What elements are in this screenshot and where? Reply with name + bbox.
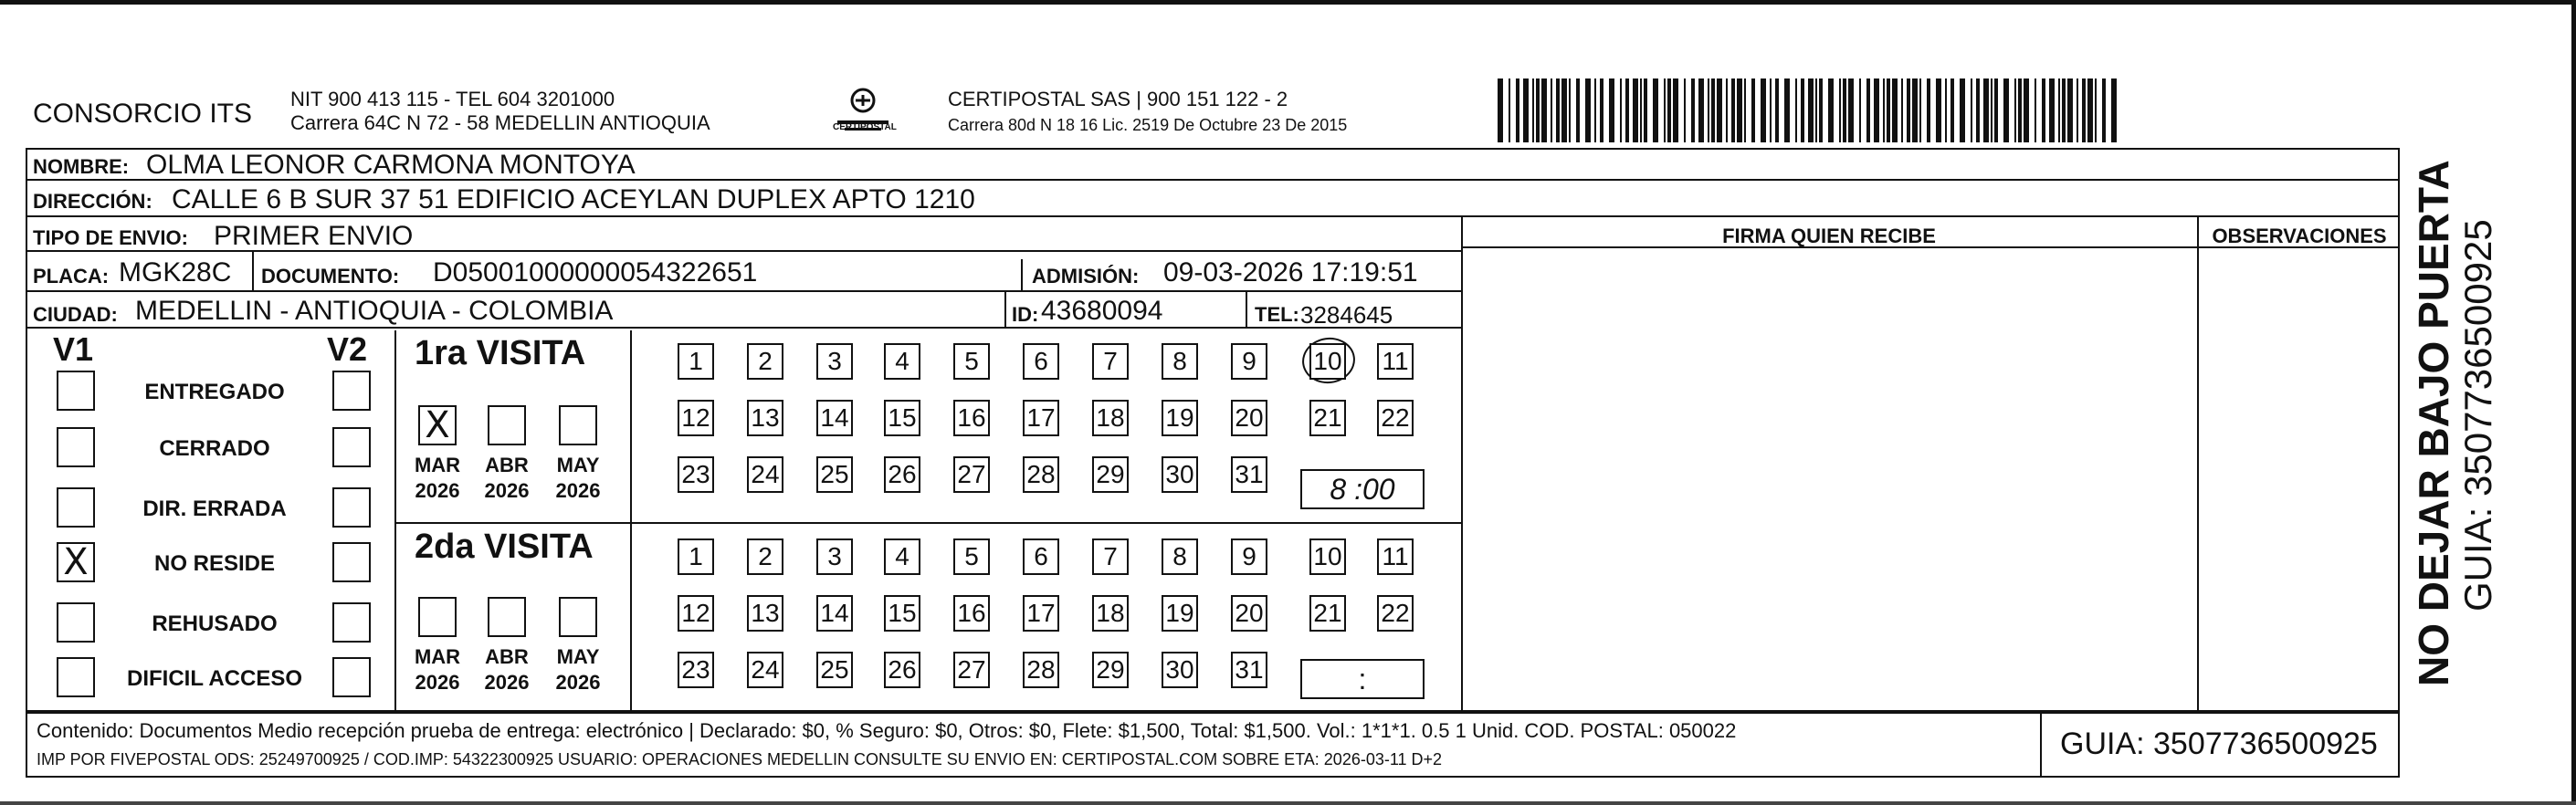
status-label: DIR. ERRADA [142, 497, 287, 521]
visit2-day-box[interactable]: 15 [884, 595, 920, 632]
barcode-bar [1532, 78, 1534, 142]
barcode-bar [1839, 78, 1841, 142]
visit1-day-box[interactable]: 16 [953, 400, 990, 436]
visit2-month-checkbox[interactable] [488, 597, 526, 637]
barcode-bar [1576, 78, 1580, 142]
visit2-day-box[interactable]: 8 [1162, 538, 1198, 575]
visit2-day-box[interactable]: 4 [884, 538, 920, 575]
visit2-month-checkbox[interactable] [559, 597, 597, 637]
visit2-day-box[interactable]: 16 [953, 595, 990, 632]
visit2-day-box[interactable]: 29 [1092, 652, 1129, 688]
barcode [1498, 78, 2128, 142]
barcode-bar [1784, 78, 1790, 142]
observaciones-area[interactable] [2201, 250, 2398, 712]
barcode-bar [2067, 78, 2073, 142]
visit1-day-box[interactable]: 29 [1092, 456, 1129, 493]
barcode-bar [1971, 78, 1972, 142]
visit1-day-box[interactable]: 9 [1231, 343, 1267, 380]
barcode-bar [2058, 78, 2060, 142]
barcode-bar [1509, 78, 1510, 142]
v2-checkbox[interactable] [332, 487, 371, 528]
barcode-bar [1625, 78, 1629, 142]
barcode-bar [1536, 78, 1540, 142]
visit2-day-box[interactable]: 18 [1092, 595, 1129, 632]
visit2-month-year: 2026 [555, 671, 601, 694]
visit1-day-box[interactable]: 30 [1162, 456, 1198, 493]
tipo-row [26, 217, 1461, 252]
company-nit: NIT 900 413 115 - TEL 604 3201000 [290, 88, 615, 110]
visit1-day-box[interactable]: 31 [1231, 456, 1267, 493]
placa-row [26, 252, 1461, 292]
v1-checkbox[interactable]: X [57, 542, 95, 582]
logo-text: CERTIPOSTAL [833, 122, 897, 132]
ciudad-value: MEDELLIN - ANTIOQUIA - COLOMBIA [135, 296, 614, 326]
divider [2040, 712, 2042, 778]
visit1-day-box[interactable]: 8 [1162, 343, 1198, 380]
id-label: ID: [1012, 303, 1039, 326]
visit2-day-box[interactable]: 14 [816, 595, 853, 632]
visit2-day-box[interactable]: 28 [1023, 652, 1059, 688]
barcode-bar [1901, 78, 1903, 142]
v2-checkbox[interactable] [332, 542, 371, 582]
side-guia: GUIA: 3507736500925 [2456, 219, 2499, 612]
status-label: DIFICIL ACCESO [126, 666, 302, 691]
visit2-day-box[interactable]: 2 [747, 538, 783, 575]
v2-heading: V2 [327, 330, 368, 368]
status-label: ENTREGADO [144, 380, 285, 404]
barcode-bar [1927, 78, 1930, 142]
barcode-bar [1775, 78, 1779, 142]
visit1-day-box[interactable]: 12 [678, 400, 714, 436]
visit2-day-box[interactable]: 1 [678, 538, 714, 575]
visit1-month-year: 2026 [555, 479, 601, 502]
visit2-day-box[interactable]: 5 [953, 538, 990, 575]
barcode-bar [2111, 78, 2117, 142]
barcode-bar [1751, 78, 1755, 142]
barcode-bar [1708, 78, 1709, 142]
visit2-day-box[interactable]: 12 [678, 595, 714, 632]
side-title: NO DEJAR BAJO PUERTA [2410, 160, 2457, 686]
observaciones-label: OBSERVACIONES [2212, 225, 2387, 247]
barcode-bar [1541, 78, 1547, 142]
barcode-bar [1919, 78, 1921, 142]
divider [1004, 292, 1006, 327]
visit1-day-box[interactable]: 25 [816, 456, 853, 493]
visit2-month-label: MAR [414, 645, 461, 668]
visit2-day-box[interactable]: 19 [1162, 595, 1198, 632]
visit2-day-box[interactable]: 17 [1023, 595, 1059, 632]
visit1-month-checkbox[interactable] [488, 405, 526, 445]
barcode-bar [1698, 78, 1704, 142]
visit2-day-box[interactable]: 21 [1309, 595, 1346, 632]
visit1-day-box[interactable]: 7 [1092, 343, 1129, 380]
divider [2197, 217, 2199, 714]
barcode-bar [1717, 78, 1722, 142]
visit2-day-box[interactable]: 27 [953, 652, 990, 688]
visit1-day-box[interactable]: 20 [1231, 400, 1267, 436]
visit1-day-box[interactable]: 1 [678, 343, 714, 380]
direccion-label: DIRECCIÓN: [33, 190, 152, 213]
barcode-bar [1907, 78, 1910, 142]
v1-checkbox[interactable] [57, 487, 95, 528]
visit2-day-box[interactable]: 31 [1231, 652, 1267, 688]
v1-checkbox[interactable] [57, 602, 95, 643]
visit1-day-box[interactable]: 13 [747, 400, 783, 436]
v2-checkbox[interactable] [332, 657, 371, 697]
v2-checkbox[interactable] [332, 602, 371, 643]
company-name: CONSORCIO ITS [33, 99, 253, 129]
visit1-day-box[interactable]: 18 [1092, 400, 1129, 436]
barcode-bar [1737, 78, 1742, 142]
company-address: Carrera 64C N 72 - 58 MEDELLIN ANTIOQUIA [290, 111, 710, 134]
barcode-bar [2062, 78, 2066, 142]
barcode-bar [1640, 78, 1642, 142]
visit2-month-label: MAY [556, 645, 600, 668]
barcode-bar [2102, 78, 2106, 142]
v1-checkbox[interactable] [57, 427, 95, 467]
status-label: NO RESIDE [153, 551, 276, 576]
visit2-month-label: ABR [485, 645, 529, 668]
v1-checkbox[interactable] [57, 371, 95, 411]
visit2-day-box[interactable]: 6 [1023, 538, 1059, 575]
visit1-day-box[interactable]: 3 [816, 343, 853, 380]
visit2-day-box[interactable]: 9 [1231, 538, 1267, 575]
visit2-day-box[interactable]: 11 [1377, 538, 1414, 575]
status-label: REHUSADO [152, 612, 278, 636]
divider [1246, 292, 1247, 327]
barcode-bar [1523, 78, 1529, 142]
visit2-title: 2da VISITA [415, 528, 594, 566]
divider [394, 522, 1461, 524]
visit1-day-box[interactable]: 11 [1377, 343, 1414, 380]
barcode-bar [1585, 78, 1591, 142]
visit1-day-box[interactable]: 5 [953, 343, 990, 380]
visit1-title: 1ra VISITA [415, 334, 586, 372]
barcode-bar [1609, 78, 1614, 142]
barcode-bar [2035, 78, 2036, 142]
barcode-bar [1644, 78, 1647, 142]
footer-line2: IMP POR FIVEPOSTAL ODS: 25249700925 / COD.IMP: 54322300925 USUARIO: OPERACIONES MEDELLIN CONSULTE SU ENVIO EN: CERTIPOSTAL.COM SOBRE ETA: 2026-03-11 D+2 [37, 750, 1443, 768]
placa-value: MGK28C [119, 257, 232, 288]
visit1-day-box[interactable]: 26 [884, 456, 920, 493]
barcode-bar [1994, 78, 1998, 142]
barcode-bar [1859, 78, 1861, 142]
visit2-time[interactable]: : [1300, 659, 1425, 699]
barcode-bar [1761, 78, 1766, 142]
visit1-day-box[interactable]: 2 [747, 343, 783, 380]
barcode-bar [1795, 78, 1797, 142]
barcode-bar [1976, 78, 1980, 142]
barcode-bar [1960, 78, 1965, 142]
admision-value: 09-03-2026 17:19:51 [1163, 257, 1418, 288]
barcode-bar [1819, 78, 1823, 142]
barcode-bar [1691, 78, 1695, 142]
barcode-bar [1594, 78, 1596, 142]
barcode-bar [1991, 78, 1992, 142]
barcode-bar [1620, 78, 1622, 142]
barcode-bar [1569, 78, 1571, 142]
visit2-day-box[interactable]: 3 [816, 538, 853, 575]
tel-value: 3284645 [1300, 301, 1393, 329]
barcode-bar [1883, 78, 1885, 142]
barcode-bar [1516, 78, 1519, 142]
visit1-day-box[interactable]: 19 [1162, 400, 1198, 436]
visit1-month-label: MAY [556, 454, 600, 476]
barcode-bar [1815, 78, 1817, 142]
barcode-bar [2018, 78, 2022, 142]
visit1-month-checkbox[interactable]: X [418, 405, 457, 445]
visit1-day-box[interactable]: 14 [816, 400, 853, 436]
barcode-bar [1945, 78, 1947, 142]
certipostal-line1: CERTIPOSTAL SAS | 900 151 122 - 2 [948, 88, 1288, 110]
visit2-day-box[interactable]: 20 [1231, 595, 1267, 632]
visit1-day-box[interactable]: 22 [1377, 400, 1414, 436]
documento-value: D05001000000054322651 [433, 257, 758, 288]
visit2-day-box[interactable]: 24 [747, 652, 783, 688]
ciudad-row [26, 292, 1461, 329]
barcode-bar [2003, 78, 2009, 142]
barcode-bar [1653, 78, 1658, 142]
visit2-day-box[interactable]: 30 [1162, 652, 1198, 688]
right-border [2571, 0, 2576, 805]
divider [394, 330, 396, 712]
barcode-bar [1556, 78, 1560, 142]
nombre-row [26, 148, 2400, 181]
visit1-day-box[interactable]: 23 [678, 456, 714, 493]
barcode-bar [1874, 78, 1879, 142]
bottom-border [0, 801, 2576, 805]
v2-checkbox[interactable] [332, 427, 371, 467]
divider [1021, 259, 1023, 290]
visit1-day-box[interactable]: 10 [1309, 343, 1346, 380]
barcode-bar [2087, 78, 2093, 142]
barcode-bar [1866, 78, 1870, 142]
barcode-bar [1731, 78, 1735, 142]
barcode-bar [1892, 78, 1898, 142]
barcode-bar [2049, 78, 2055, 142]
divider [630, 330, 632, 712]
visit1-month-label: MAR [414, 454, 461, 476]
barcode-bar [1726, 78, 1728, 142]
barcode-bar [2024, 78, 2029, 142]
visit2-day-box[interactable]: 26 [884, 652, 920, 688]
barcode-bar [2082, 78, 2086, 142]
barcode-bar [1801, 78, 1804, 142]
admision-label: ADMISIÓN: [1032, 265, 1140, 288]
visit2-day-box[interactable]: 23 [678, 652, 714, 688]
certipostal-line2: Carrera 80d N 18 16 Lic. 2519 De Octubre 23 De 2015 [948, 116, 1348, 134]
barcode-bar [1950, 78, 1954, 142]
visit1-day-box[interactable]: 28 [1023, 456, 1059, 493]
barcode-bar [1561, 78, 1567, 142]
visit2-month-year: 2026 [484, 671, 530, 694]
tipo-label: TIPO DE ENVIO: [33, 226, 188, 249]
id-value: 43680094 [1041, 296, 1163, 326]
visit1-day-box[interactable]: 17 [1023, 400, 1059, 436]
documento-label: DOCUMENTO: [261, 265, 400, 288]
barcode-bar [2095, 78, 2097, 142]
visit2-month-checkbox[interactable] [418, 597, 457, 637]
barcode-bar [1808, 78, 1814, 142]
footer-guia: GUIA: 3507736500925 [2060, 727, 2378, 761]
barcode-bar [1744, 78, 1746, 142]
footer-line1: Contenido: Documentos Medio recepción prueba de entrega: electrónico | Declarado: $0, % Seguro: $0, Otros: $0, Flete: $1,500, Total: $1,500. Vol.: 1*1*1. 0.5 1 Unid. COD. POSTAL: 050022 [37, 719, 1737, 742]
visit1-day-box[interactable]: 4 [884, 343, 920, 380]
visit1-day-box[interactable]: 6 [1023, 343, 1059, 380]
nombre-value: OLMA LEONOR CARMONA MONTOYA [146, 150, 636, 180]
barcode-bar [1770, 78, 1772, 142]
barcode-bar [1711, 78, 1715, 142]
firma-label: FIRMA QUIEN RECIBE [1722, 225, 1936, 247]
tel-label: TEL: [1255, 303, 1299, 326]
divider [252, 252, 254, 290]
barcode-bar [2042, 78, 2045, 142]
direccion-value: CALLE 6 B SUR 37 51 EDIFICIO ACEYLAN DUPLEX APTO 1210 [172, 184, 975, 214]
visit1-day-box[interactable]: 27 [953, 456, 990, 493]
visit1-day-box[interactable]: 24 [747, 456, 783, 493]
barcode-bar [1936, 78, 1941, 142]
barcode-bar [1633, 78, 1638, 142]
visit1-month-year: 2026 [415, 479, 460, 502]
placa-label: PLACA: [33, 265, 110, 288]
v1-checkbox[interactable] [57, 657, 95, 697]
tipo-value: PRIMER ENVIO [214, 221, 414, 251]
v1-heading: V1 [53, 330, 94, 368]
visit1-month-checkbox[interactable] [559, 405, 597, 445]
barcode-bar [1551, 78, 1552, 142]
divider [1461, 217, 1463, 714]
visit2-day-box[interactable]: 13 [747, 595, 783, 632]
barcode-bar [1912, 78, 1918, 142]
barcode-bar [1664, 78, 1666, 142]
barcode-bar [2077, 78, 2078, 142]
nombre-label: NOMBRE: [33, 155, 130, 178]
visit2-day-box[interactable]: 7 [1092, 538, 1129, 575]
barcode-bar [1843, 78, 1846, 142]
barcode-bar [1983, 78, 1989, 142]
barcode-bar [1673, 78, 1678, 142]
signature-area[interactable] [1465, 250, 2195, 712]
visit2-day-box[interactable]: 22 [1377, 595, 1414, 632]
v2-checkbox[interactable] [332, 371, 371, 411]
visit2-day-box[interactable]: 25 [816, 652, 853, 688]
visit1-month-label: ABR [485, 454, 529, 476]
visit2-month-year: 2026 [415, 671, 460, 694]
barcode-bar [1600, 78, 1603, 142]
barcode-bar [1828, 78, 1834, 142]
barcode-bar [1667, 78, 1671, 142]
visit1-month-year: 2026 [484, 479, 530, 502]
barcode-bar [1848, 78, 1854, 142]
top-border [0, 0, 2576, 5]
barcode-bar [1684, 78, 1686, 142]
visit1-day-box[interactable]: 15 [884, 400, 920, 436]
visit2-day-box[interactable]: 10 [1309, 538, 1346, 575]
status-label: CERRADO [159, 436, 270, 461]
ciudad-label: CIUDAD: [33, 303, 118, 326]
direccion-row [26, 181, 2400, 217]
barcode-bar [1887, 78, 1890, 142]
barcode-bar [1498, 78, 1503, 142]
visit1-time[interactable]: 8 :00 [1300, 469, 1425, 509]
visit1-day-box[interactable]: 21 [1309, 400, 1346, 436]
barcode-bar [2014, 78, 2016, 142]
